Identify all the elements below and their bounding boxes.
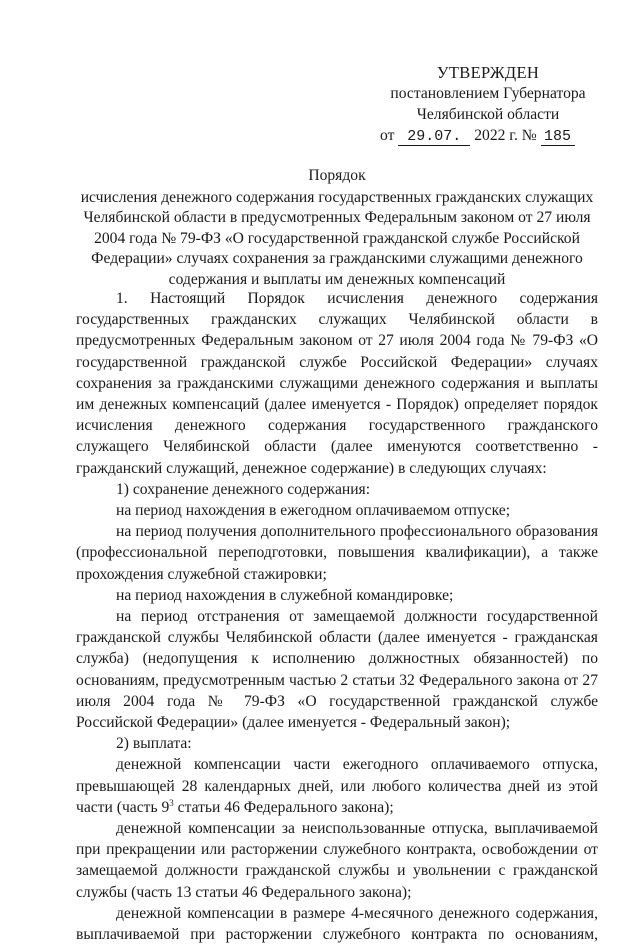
paragraph-business-trip: на период нахождения в служебной командировке; xyxy=(116,586,454,604)
subtitle-line: исчисления денежного содержания государственных гражданских служащих xyxy=(80,188,594,206)
paragraph-four-month: денежной компенсации в размере 4-месячного денежного содержания, выплачиваемой при расторжении служебного контракта по основаниям, xyxy=(76,904,598,944)
document-title: Порядок xyxy=(308,167,366,184)
paragraph-vacation: на период нахождения в ежегодном оплачиваемом отпуске; xyxy=(116,502,511,520)
paragraph-education: на период получения дополнительного профессионального образования (профессиональной переподготовки, повышения квалификации), а также прохождения служебной стажировки; xyxy=(76,523,598,583)
subtitle-line: содержания и выплаты им денежных компенсаций xyxy=(168,270,506,288)
approval-date-line xyxy=(378,125,598,146)
approval-date: 29.07. xyxy=(398,128,470,146)
subtitle-line: Челябинской области в предусмотренных Федеральным законом от 27 июля xyxy=(83,209,591,226)
paragraph-unused-vacation: денежной компенсации за неиспользованные отпуска, выплачиваемой при прекращении или расторжении служебного контракта, освобождении от замещаемой должности гражданской службы и увольнении с гражданской службы (часть 13 статьи 46 Федерального закона); xyxy=(76,820,598,901)
document-heading xyxy=(76,166,598,290)
approval-year: 2022 г. № xyxy=(474,127,537,144)
paragraph-1: 1. Настоящий Порядок исчисления денежного содержания государственных гражданских служащих Челябинской области в предусмотренных Федеральным законом от 27 июля 2004 года № 79-ФЗ «О государственной гражданской службе Российской Федерации» случаях сохранения за гражданскими служащими денежного содержания и выплаты им денежных компенсаций (далее именуется - Порядок) определяет порядок исчисления денежного содержания государственного гражданского служащего Челябинской области (далее именуются соответственно - гражданский служащий, денежное содержание) в следующих случаях: xyxy=(76,290,598,477)
paragraph-suspension: на период отстранения от замещаемой должности государственной гражданской службы Челябинской области (далее именуется - гражданская служба) (недопущения к исполнению должностных обязанностей) по основаниям, предусмотренным частью 2 статьи 32 Федерального закона от 27 июля 2004 года № 79-ФЗ «О государственной гражданской службе Российской Федерации» (далее именуется - Федеральный закон); xyxy=(76,608,598,732)
list-item-preservation: 1) сохранение денежного содержания: xyxy=(116,480,371,498)
approval-title: УТВЕРЖДЕН xyxy=(436,63,540,82)
approval-number: 185 xyxy=(541,128,575,146)
list-item-payment: 2) выплата: xyxy=(116,735,192,753)
document-body xyxy=(76,288,598,945)
reference-article: статьи 46 Федерального закона); xyxy=(173,798,394,816)
paragraph-text: денежной компенсации части ежегодного оплачиваемого отпуска, превышающей 28 календарных дней, или любого количества дней из этой части xyxy=(76,756,598,816)
approval-line-1: постановлением Губернатора xyxy=(390,85,586,102)
approval-line-2: Челябинской области xyxy=(416,106,560,123)
subtitle-line: 2004 года № 79-ФЗ «О государственной гражданской службе Российской xyxy=(94,229,580,247)
paragraph-vacation-compensation xyxy=(76,754,598,818)
reference-part: (часть 9 xyxy=(116,798,170,816)
date-prefix: от xyxy=(380,127,395,144)
subtitle-line: Федерации» случаях сохранения за гражданскими служащими денежного xyxy=(91,250,583,267)
approval-stamp xyxy=(378,62,598,146)
superscript: 3 xyxy=(169,797,174,808)
